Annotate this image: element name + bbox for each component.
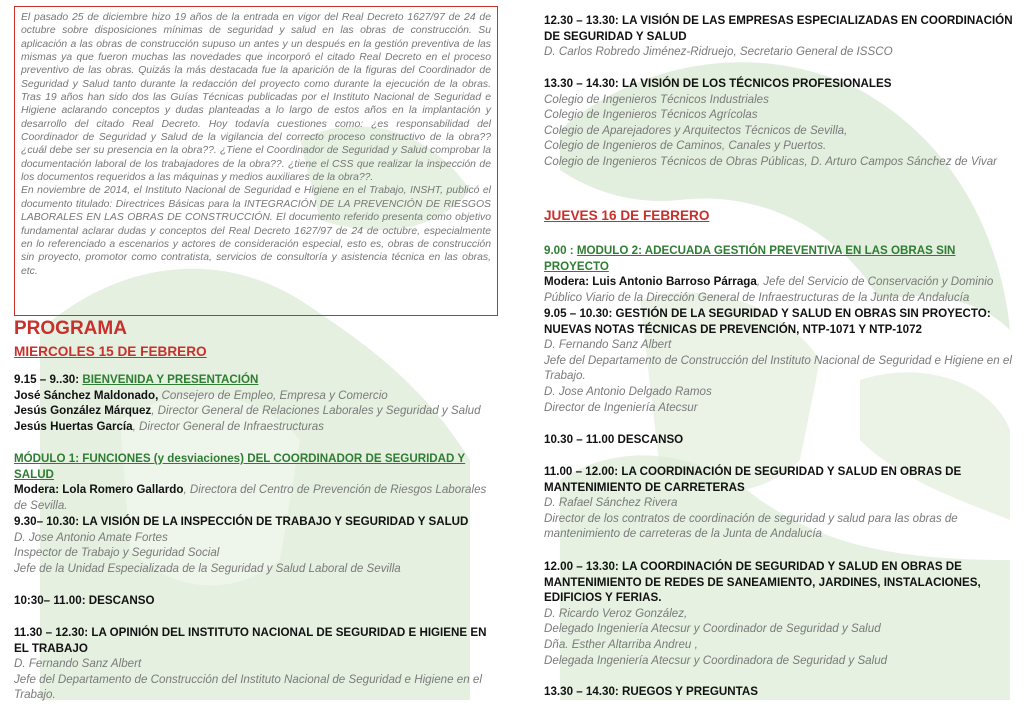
module2-title: MODULO 2: ADECUADA GESTIÓN PREVENTIVA EN LAS OBRAS SIN PROYECTO	[544, 244, 956, 273]
session-tecnicos	[544, 76, 1014, 170]
ruegos-preguntas: 13.30 – 14.30: RUEGOS Y PREGUNTAS	[544, 685, 758, 698]
speaker-name: Jesús González Márquez	[14, 404, 152, 418]
module2-moderator-name: Modera: Luis Antonio Barroso Párraga	[544, 275, 757, 289]
session-inspeccion	[14, 514, 498, 576]
session-line: Jefe de la Unidad Especializada de la Seguridad y Salud Laboral de Sevilla	[14, 561, 401, 575]
session-line: D. Fernando Sanz Albert	[544, 338, 672, 352]
programa-title: PROGRAMA	[14, 318, 127, 339]
colegio-line: Colegio de Ingenieros Técnicos Agrícolas	[544, 108, 758, 122]
session-line: Director de Ingeniería Atecsur	[544, 400, 698, 414]
session-line: D. Jose Antonio Amate Fortes	[14, 530, 168, 544]
session-empresas	[544, 13, 1014, 60]
session-title: 12.00 – 13.30: LA COORDINACIÓN DE SEGURIDAD Y SALUD EN OBRAS DE MANTENIMIENTO DE REDES DE SANEAMIENTO, JARDINES, INSTALACIONES, EDIFICIOS Y FERIAS.	[544, 560, 981, 605]
session-line: Director de los contratos de coordinación de seguridad y salud para las obras de mantenimiento de carreteras de la Junta de Andalucía	[544, 511, 958, 541]
break-block	[14, 593, 498, 609]
speaker-role: Consejero de Empleo, Empresa y Comercio	[161, 388, 388, 402]
session-line: D. Fernando Sanz Albert	[14, 657, 142, 671]
session-sin-proyecto	[544, 306, 1014, 415]
session-title: 11.30 – 12.30: LA OPINIÓN DEL INSTITUTO NACIONAL DE SEGURIDAD E HIGIENE EN EL TRABAJO	[14, 626, 487, 655]
session-title: 11.00 – 12.00: LA COORDINACIÓN DE SEGURIDAD Y SALUD EN OBRAS DE MANTENIMIENTO DE CARRETERAS	[544, 465, 962, 494]
module2-moderator-role: , Jefe del Servicio de Conservación y Dominio Público Viario de la Dirección General de Infraestructuras de la Junta de Andalucía	[544, 275, 994, 304]
session-title: 9.30– 10.30: LA VISIÓN DE LA INSPECCIÓN DE TRABAJO Y SEGURIDAD Y SALUD	[14, 515, 469, 528]
session-title: 13.30 – 14.30: LA VISIÓN DE LOS TÉCNICOS PROFESIONALES	[544, 77, 892, 90]
colegio-line: Colegio de Ingenieros de Caminos, Canales y Puertos.	[544, 139, 827, 153]
module2-block	[544, 243, 1014, 305]
speaker-name: Jesús Huertas García	[14, 419, 133, 433]
colegio-line: Colegio de Aparejadores y Arquitectos Técnicos de Sevilla,	[544, 123, 848, 137]
intro-text-box	[14, 6, 498, 316]
speaker-name: José Sánchez Maldonado,	[14, 388, 162, 402]
session-title: 9.05 – 10.30: GESTIÓN DE LA SEGURIDAD Y SALUD EN OBRAS SIN PROYECTO: NUEVAS NOTAS TÉCNICAS DE PREVENCIÓN, NTP-1071 Y NTP-1072	[544, 307, 991, 336]
colegio-line: Colegio de Ingenieros Técnicos de Obras Públicas, D. Arturo Campos Sánchez de Vivar	[544, 154, 998, 168]
day2-section	[544, 208, 1014, 224]
break-block	[544, 432, 1014, 448]
module2-time: 9.00 :	[544, 244, 577, 257]
module1-moderator-name: Modera: Lola Romero Gallardo	[14, 483, 184, 497]
intro-paragraph-2: En noviembre de 2014, el Instituto Nacional de Seguridad e Higiene en el Trabajo, INSHT, publicó el documento titulado: Directrices Básicas para la INTEGRACIÓN DE LA PREVENCIÓN DE RIESGOS LABORALES EN LAS OBRAS DE CONSTRUCCIÓN. El documento referido presenta como objetivo fundamental aclarar dudas y conceptos del Real Decreto 1627/97 de 24 de octubre, especialmente en lo referenciado a escenarios y actores de consideración especial, esto es, obras de construcción sin proyecto, promotor como contratista, servicios de consultoría y asistencia técnica en las obras, etc.	[21, 185, 491, 277]
module1-block	[14, 451, 498, 513]
session-line: Jefe del Departamento de Construcción del Instituto Nacional de Seguridad e Higiene en el Trabajo.	[544, 353, 1012, 383]
session-saneamiento	[544, 559, 1014, 668]
intro-paragraph-1: El pasado 25 de diciembre hizo 19 años de la entrada en vigor del Real Decreto 1627/97 de 24 de octubre sobre disposiciones mínimas de seguridad y salud en las obras de construcción. Su aplicación a las obras de construcción supuso un antes y un después en la gestión preventiva de las mismas ya que fueron muchas las novedades que incorporó el citado Real Decreto en el proceso preventivo de las obras. Quizás la más destacada fue la aparición de la figuras del Coordinador de Seguridad y Salud tanto durante la redacción del proyecto como durante la ejecución de la obras. Tras 19 años han sido dos las Guías Técnicas publicadas por el Instituto Nacional de Seguridad e Higiene aclarando conceptos y dudas planteadas a lo largo de estos años en la implantación y desarrollo del citado Real Decreto. Hoy todavía cuestiones como: ¿es responsabilidad del Coordinador de Seguridad y Salud de la vigilancia del correcto proceso constructivo de la obra?? ¿cuál debe ser su presencia en la obra??. ¿Tiene el Coordinador de Seguridad y Salud comprobar la documentación laboral de los trabajadores de la obra??. ¿tiene el CSS que realizar la inspección de los documentos requeridos a las máquinas y medios auxiliares de la obra??.	[21, 12, 491, 184]
session-title: 12.30 – 13.30: LA VISIÓN DE LAS EMPRESAS ESPECIALIZADAS EN COORDINACIÓN DE SEGURIDAD Y SALUD	[544, 14, 1013, 43]
final-block	[544, 684, 1014, 700]
session-line: D. Ricardo Veroz González,	[544, 606, 688, 620]
session-insht	[14, 625, 498, 703]
session-line: Inspector de Trabajo y Seguridad Social	[14, 546, 220, 560]
speaker-role: , Director General de Relaciones Laborales y Seguridad y Salud	[151, 404, 481, 418]
break-text: 10:30– 11.00: DESCANSO	[14, 594, 155, 607]
session-line: Delegada Ingeniería Atecsur y Coordinadora de Seguridad y Salud	[544, 653, 888, 667]
speaker-role: , Director General de Infraestructuras	[132, 419, 324, 433]
module1-title: MÓDULO 1: FUNCIONES (y desviaciones) DEL COORDINADOR DE SEGURIDAD Y SALUD	[14, 452, 466, 481]
session-line: Jefe del Departamento de Construcción del Instituto Nacional de Seguridad e Higiene en el Trabajo.	[14, 672, 482, 702]
welcome-block	[14, 372, 498, 434]
break-text: 10.30 – 11.00 DESCANSO	[544, 433, 684, 446]
welcome-title: BIENVENIDA Y PRESENTACIÓN	[82, 373, 259, 386]
colegio-line: Colegio de Ingenieros Técnicos Industriales	[544, 92, 769, 106]
session-line: D. Jose Antonio Delgado Ramos	[544, 384, 712, 398]
day2-title: JUEVES 16 DE FEBRERO	[544, 208, 710, 223]
module1-moderator-role: , Directora del Centro de Prevención de Riesgos Laborales de Sevilla.	[14, 483, 487, 512]
session-line: D. Rafael Sánchez Rivera	[544, 496, 678, 510]
session-line: Delegado Ingeniería Atecsur y Coordinador de Seguridad y Salud	[544, 622, 881, 636]
session-carreteras	[544, 464, 1014, 542]
session-line: D. Carlos Robredo Jiménez-Ridruejo, Secretario General de ISSCO	[544, 45, 893, 59]
day1-section	[14, 344, 498, 360]
session-line: Dña. Esther Altarriba Andreu ,	[544, 637, 698, 651]
welcome-time: 9.15 – 9..30:	[14, 373, 83, 386]
day1-title: MIERCOLES 15 DE FEBRERO	[14, 344, 207, 359]
